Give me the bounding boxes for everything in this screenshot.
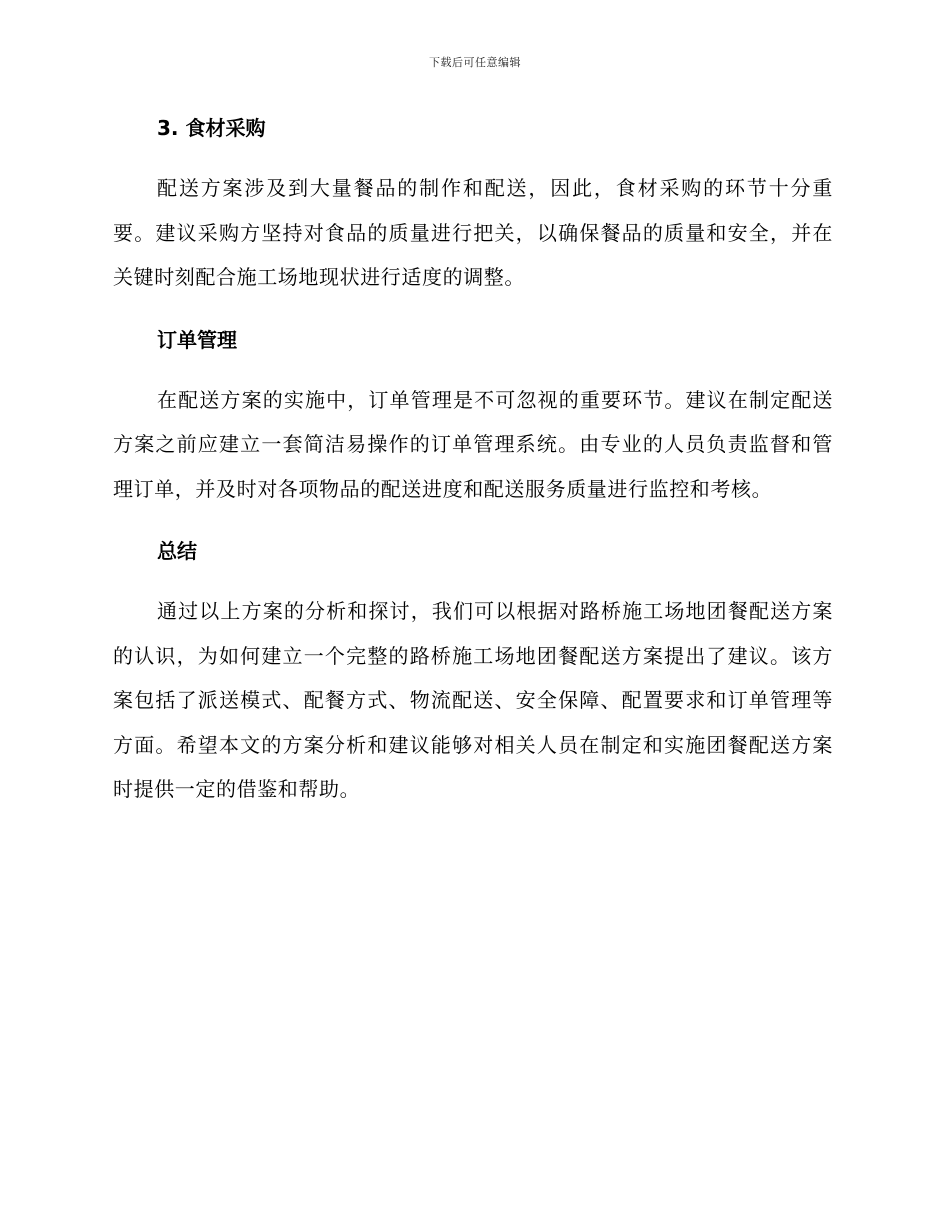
section-heading: 总结 [157,539,197,563]
header-note: 下载后可任意编辑 [429,56,521,69]
document-body [113,112,833,812]
section-paragraph: 在配送方案的实施中，订单管理是不可忽视的重要环节。建议在制定配送方案之前应建立一套简洁易操作的订单管理系统。由专业的人员负责监督和管理订单，并及时对各项物品的配送进度和配送服务质量进行监控和考核。 [113,387,833,501]
section-order-management [113,324,833,536]
section-food-procurement [113,112,833,324]
section-paragraph: 通过以上方案的分析和探讨，我们可以根据对路桥施工场地团餐配送方案的认识，为如何建立一个完整的路桥施工场地团餐配送方案提出了建议。该方案包括了派送模式、配餐方式、物流配送、安全保障、配置要求和订单管理等方面。希望本文的方案分析和建议能够对相关人员在制定和实施团餐配送方案时提供一定的借鉴和帮助。 [113,599,833,801]
section-paragraph: 配送方案涉及到大量餐品的制作和配送，因此，食材采购的环节十分重要。建议采购方坚持对食品的质量进行把关，以确保餐品的质量和安全，并在关键时刻配合施工场地现状进行适度的调整。 [113,176,833,289]
section-summary [113,535,833,812]
section-heading: 订单管理 [157,327,237,352]
section-heading: 3. 食材采购 [157,116,266,140]
